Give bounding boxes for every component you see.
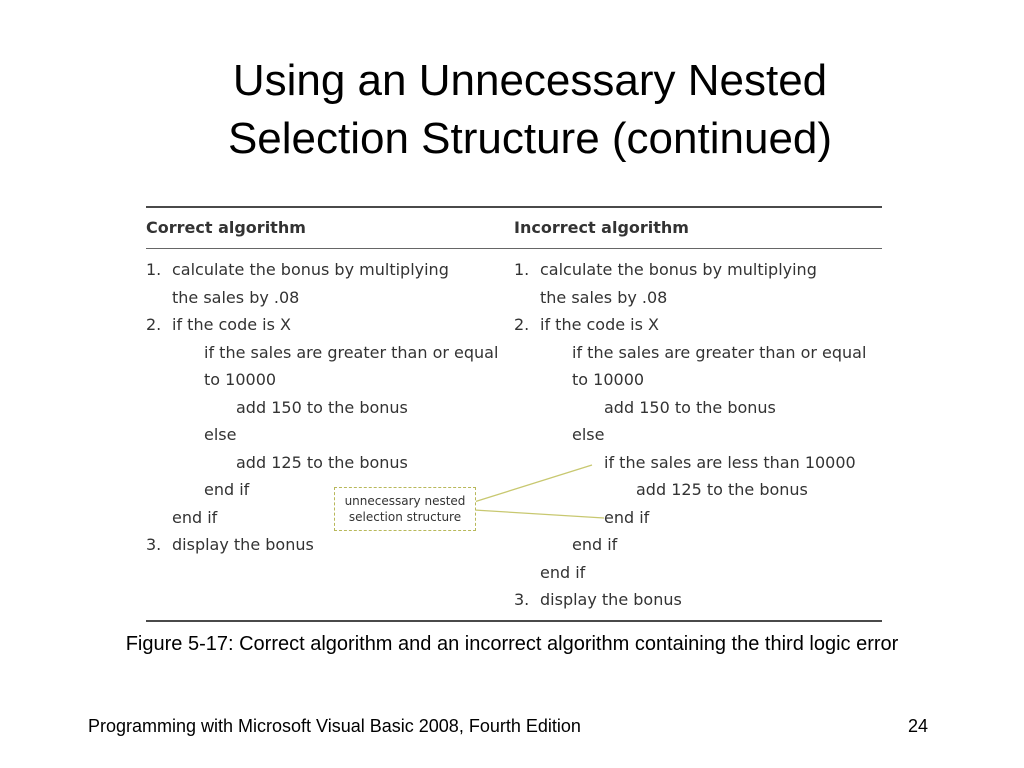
callout-line2: selection structure — [348, 510, 462, 524]
footer-book-title: Programming with Microsoft Visual Basic 2008, Fourth Edition — [88, 716, 581, 736]
slide-title — [150, 52, 910, 168]
algorithm-line: add 125 to the bonus — [636, 480, 808, 499]
connector-line-upper — [474, 465, 592, 502]
algorithm-line: display the bonus — [172, 535, 314, 554]
algorithm-line: if the sales are less than 10000 — [604, 452, 856, 472]
step-number: 3. — [514, 590, 530, 609]
algorithm-line: the sales by .08 — [172, 287, 300, 307]
step-number: 1. — [146, 260, 162, 279]
algorithm-line: if the code is X — [172, 315, 292, 334]
top-rule — [146, 206, 882, 208]
slide-title-line1: Using an Unnecessary Nested — [232, 56, 828, 105]
algorithm-line: end if — [204, 480, 250, 499]
algorithm-line: else — [572, 425, 605, 444]
algorithm-line: if the code is X — [540, 315, 660, 334]
algorithm-line: calculate the bonus by multiplying — [172, 260, 449, 279]
algorithm-line: end if — [604, 507, 650, 527]
step-number: 2. — [146, 315, 162, 334]
algorithm-line: to 10000 — [572, 370, 645, 389]
algorithm-line: calculate the bonus by multiplying — [540, 260, 817, 279]
step-number: 1. — [514, 260, 530, 279]
step-number: 2. — [514, 315, 530, 334]
algorithm-line: else — [204, 425, 237, 444]
algorithm-line: if the sales are greater than or equal — [204, 342, 499, 362]
algorithm-line: end if — [172, 507, 218, 527]
algorithm-line: end if — [572, 535, 618, 554]
algorithm-line: end if — [540, 562, 586, 582]
algorithm-line: if the sales are greater than or equal — [572, 342, 867, 362]
page-number: 24 — [908, 716, 929, 736]
callout-line1: unnecessary nested — [344, 494, 466, 508]
step-number: 3. — [146, 535, 162, 554]
connector-line-lower — [474, 510, 604, 518]
bottom-rule — [146, 620, 882, 622]
unnecessary-nested-callout — [334, 487, 476, 531]
algorithm-line: the sales by .08 — [540, 287, 668, 307]
algorithm-line: add 150 to the bonus — [604, 397, 776, 417]
algorithm-line: to 10000 — [204, 370, 277, 389]
figure-caption: Figure 5-17: Correct algorithm and an incorrect algorithm containing the third logic error — [125, 633, 899, 655]
header-rule — [146, 248, 882, 249]
algorithm-line: display the bonus — [540, 590, 682, 609]
slide-title-line2: Selection Structure (continued) — [227, 114, 833, 163]
algorithm-line: add 125 to the bonus — [236, 452, 408, 472]
algorithm-figure — [146, 206, 882, 622]
algorithm-line: add 150 to the bonus — [236, 397, 408, 417]
incorrect-algorithm-header: Incorrect algorithm — [514, 218, 689, 237]
correct-algorithm-header: Correct algorithm — [146, 218, 306, 237]
